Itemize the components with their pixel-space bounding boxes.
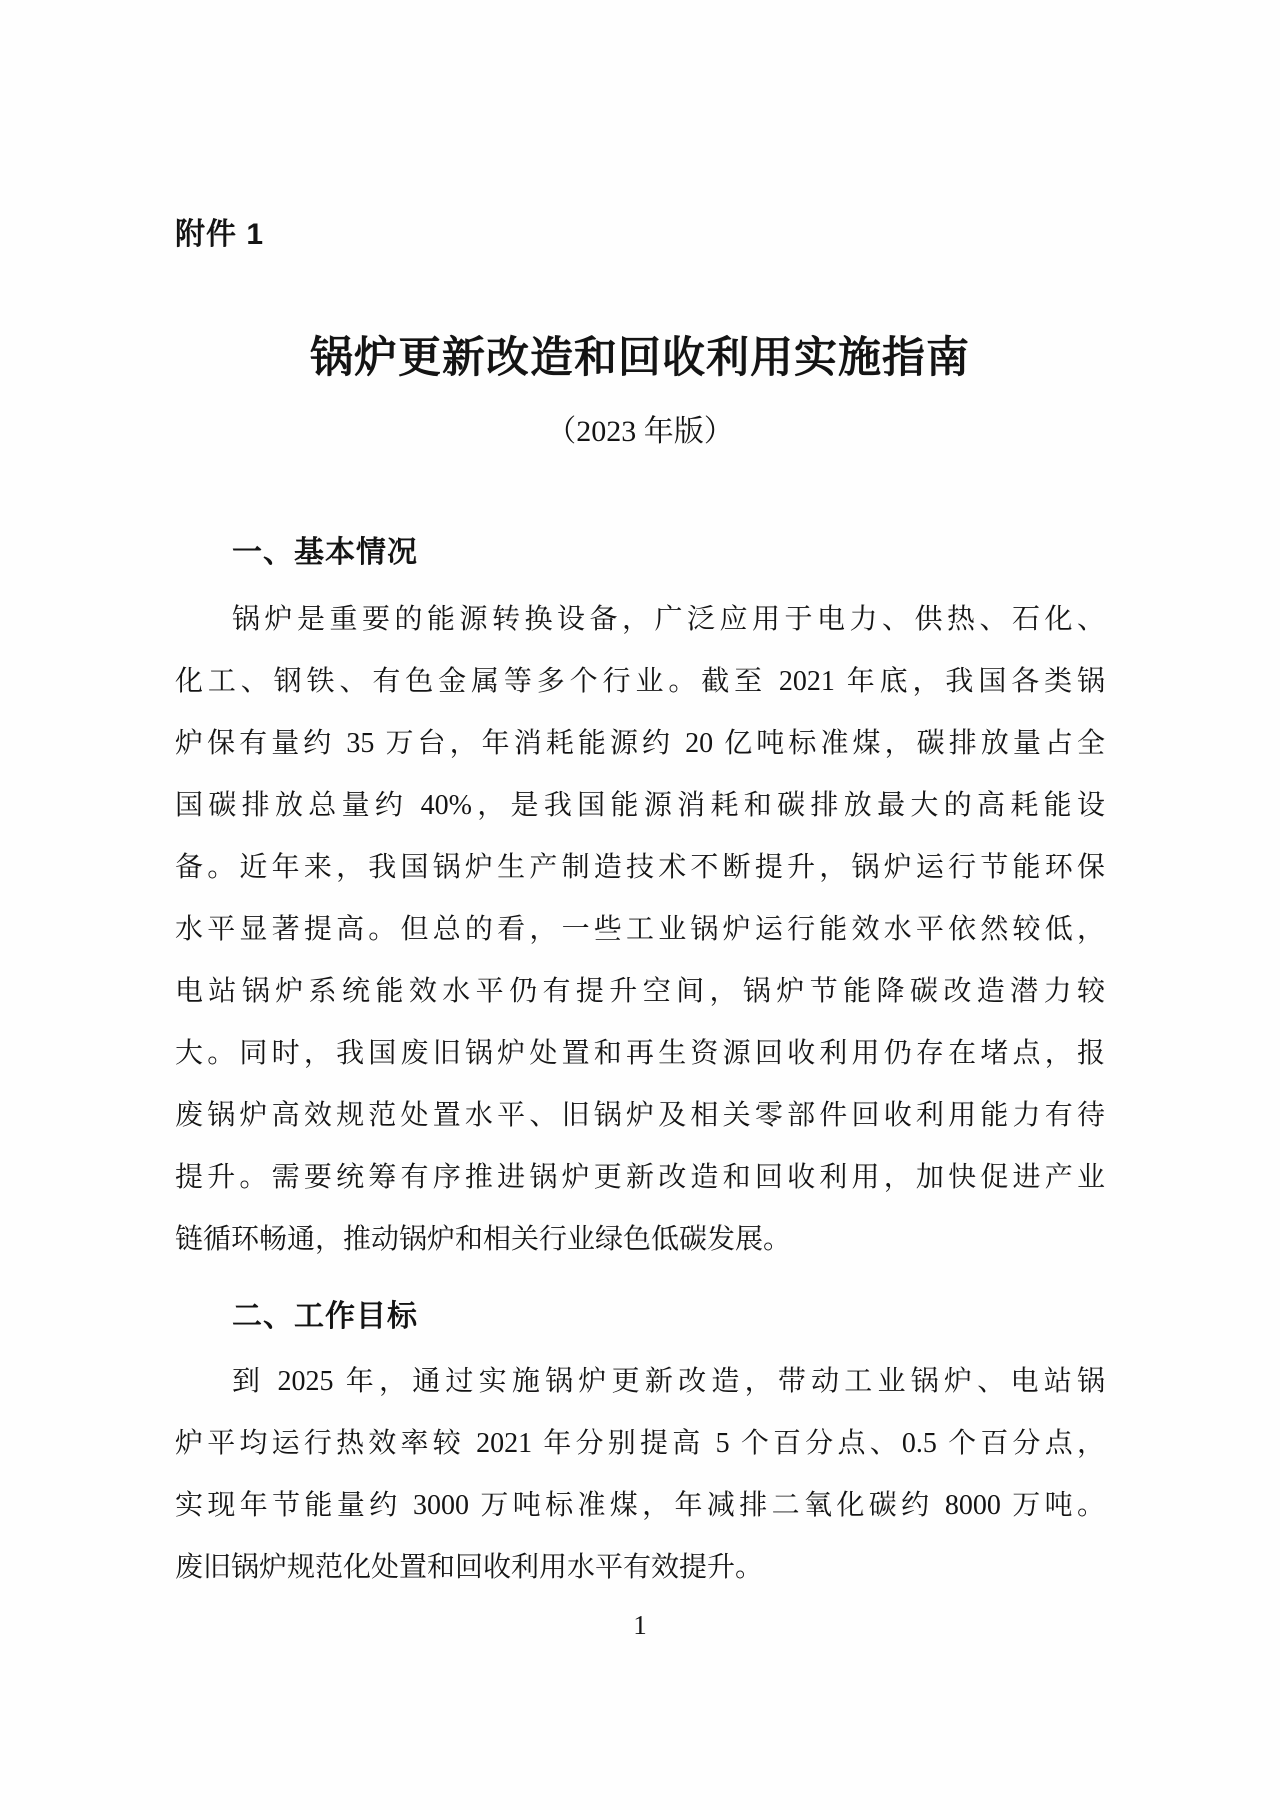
- paragraph-line: 链循环畅通，推动锅炉和相关行业绿色低碳发展。: [175, 1224, 792, 1255]
- paragraph-line: 水平显著提高。但总的看，一些工业锅炉运行能效水平依然较低，: [175, 914, 1105, 945]
- paragraph-line: 实现年节能量约 3000 万吨标准煤，年减排二氧化碳约 8000 万吨。: [175, 1490, 1105, 1521]
- page-number: 1: [633, 1610, 647, 1640]
- paragraph-line: 炉平均运行热效率较 2021 年分别提高 5 个百分点、0.5 个百分点，: [175, 1428, 1105, 1459]
- paragraph-line: 废锅炉高效规范处置水平、旧锅炉及相关零部件回收利用能力有待: [175, 1100, 1105, 1131]
- attachment-label: 附件 1: [175, 218, 265, 251]
- paragraph-line: 化工、钢铁、有色金属等多个行业。截至 2021 年底，我国各类锅: [175, 666, 1105, 697]
- paragraph-line: 电站锅炉系统能效水平仍有提升空间，锅炉节能降碳改造潜力较: [175, 976, 1105, 1007]
- paragraph-line: 到 2025 年，通过实施锅炉更新改造，带动工业锅炉、电站锅: [232, 1366, 1105, 1397]
- paragraph-line: 备。近年来，我国锅炉生产制造技术不断提升，锅炉运行节能环保: [175, 852, 1105, 883]
- paragraph-line: 废旧锅炉规范化处置和回收利用水平有效提升。: [175, 1552, 764, 1583]
- section-paragraph-work-objectives: [175, 1351, 1105, 1599]
- section-paragraph-basic-situation: [175, 589, 1105, 1271]
- document-title: 锅炉更新改造和回收利用实施指南: [310, 335, 970, 382]
- paragraph-line: 国碳排放总量约 40%，是我国能源消耗和碳排放最大的高耗能设: [175, 790, 1105, 821]
- paragraph-line: 锅炉是重要的能源转换设备，广泛应用于电力、供热、石化、: [232, 604, 1105, 635]
- section-heading-work-objectives: 二、工作目标: [232, 1300, 418, 1333]
- document-subtitle: （2023 年版）: [546, 415, 734, 448]
- paragraph-line: 大。同时，我国废旧锅炉处置和再生资源回收利用仍存在堵点，报: [175, 1038, 1105, 1069]
- paragraph-line: 提升。需要统筹有序推进锅炉更新改造和回收利用，加快促进产业: [175, 1162, 1105, 1193]
- paragraph-line: 炉保有量约 35 万台，年消耗能源约 20 亿吨标准煤，碳排放量占全: [175, 728, 1105, 759]
- section-heading-basic-situation: 一、基本情况: [232, 536, 418, 569]
